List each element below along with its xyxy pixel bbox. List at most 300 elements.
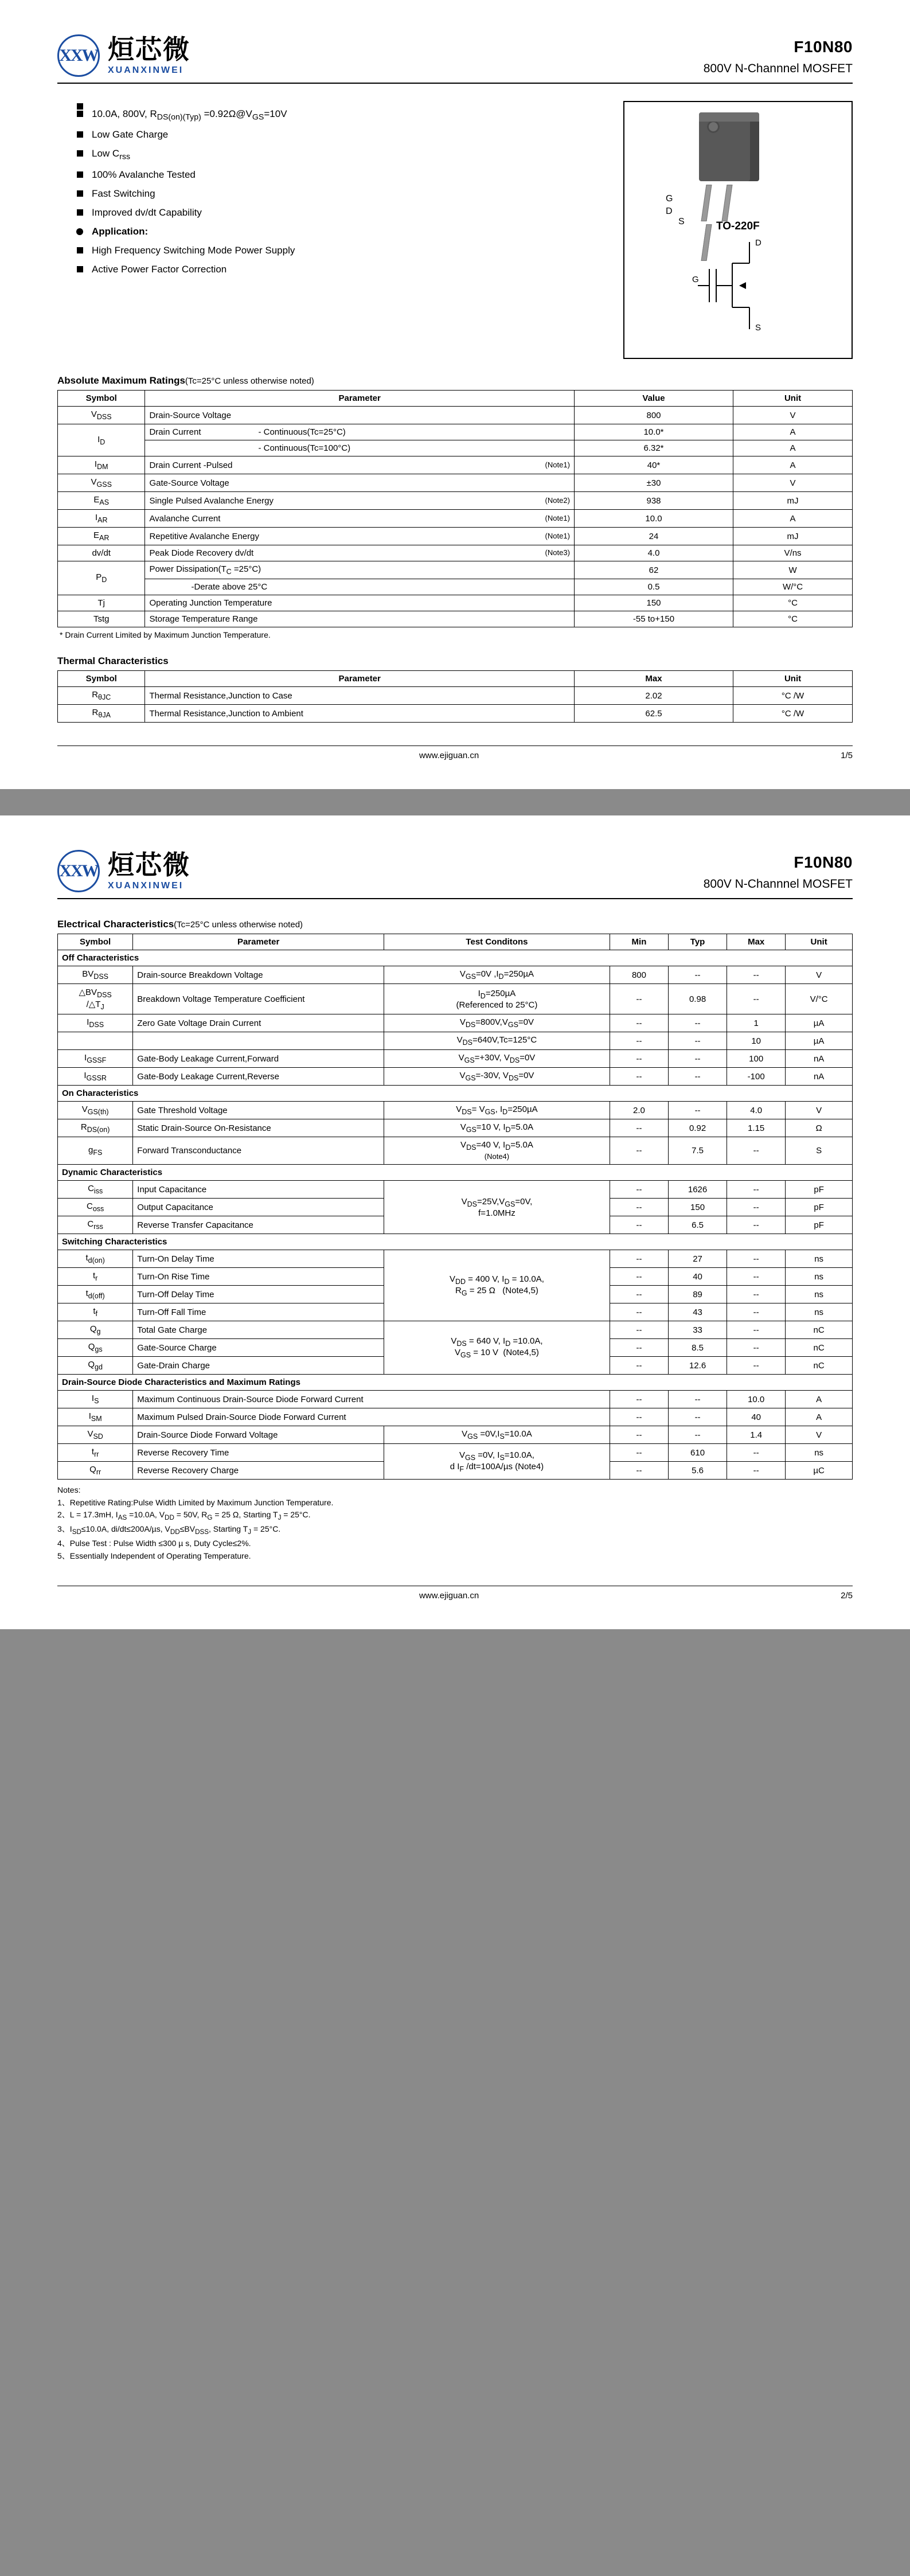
cell-unit: mJ: [733, 528, 853, 545]
group-header-row: [58, 950, 853, 966]
cell-test-condition: $V_{GS} =0V,I_S=10.0A$: [384, 1426, 610, 1444]
page-header: [57, 34, 853, 77]
table-row: [58, 1321, 853, 1339]
cell-max: --: [727, 1268, 786, 1286]
package-diagram: [623, 101, 853, 359]
cell-parameter: Gate Threshold Voltage: [133, 1102, 384, 1119]
column-header: Parameter: [133, 934, 384, 950]
cell-min: --: [610, 1068, 668, 1086]
cell-typ: 150: [669, 1199, 727, 1216]
cell-min: --: [610, 1408, 668, 1426]
cell-symbol: $I_{DSS}$: [58, 1014, 133, 1032]
cell-unit: µA: [786, 1014, 853, 1032]
footer-url: www.ejiguan.cn: [419, 751, 479, 760]
cell-parameter: Gate-Body Leakage Current,Forward: [133, 1050, 384, 1068]
page-header-2: [57, 850, 853, 892]
group-header-row: [58, 1086, 853, 1102]
cell-max: 4.0: [727, 1102, 786, 1119]
bullet-icon: [77, 150, 83, 157]
table-row: [58, 1391, 853, 1408]
bullet-icon: [77, 247, 83, 253]
cell-max: --: [727, 1137, 786, 1165]
cell-unit: A: [733, 440, 853, 456]
table-row: [58, 528, 853, 545]
cell-test-condition: $V_{GS}=-30V$, $V_{DS}=0V$: [384, 1068, 610, 1086]
logo-english-name: XUANXINWEI: [108, 881, 184, 891]
table-row: [58, 1408, 853, 1426]
logo-chinese-name: 烜芯微: [108, 34, 190, 65]
cell-max: --: [727, 1444, 786, 1462]
table-row: [58, 1050, 853, 1068]
table-row: [58, 1119, 853, 1137]
cell-parameter: Gate-Source Charge: [133, 1339, 384, 1357]
cell-parameter: - Continuous(Tc=100°C): [145, 440, 574, 456]
column-header: Parameter: [145, 671, 574, 687]
cell-typ: 12.6: [669, 1357, 727, 1375]
table-row: [58, 440, 853, 456]
feature-item: [77, 169, 623, 181]
cell-unit: A: [733, 456, 853, 474]
logo-mark-text: XXW: [59, 46, 98, 65]
group-header-row: [58, 1234, 853, 1250]
cell-unit: S: [786, 1137, 853, 1165]
cell-symbol: $P_D$: [58, 561, 145, 595]
cell-symbol: $E_{AR}$: [58, 528, 145, 545]
electrical-title: [57, 919, 853, 930]
cell-unit: V/ns: [733, 545, 853, 561]
abs-max-table: [57, 390, 853, 627]
cell-unit: nC: [786, 1357, 853, 1375]
cell-parameter: Reverse Recovery Time: [133, 1444, 384, 1462]
cell-value: 40*: [574, 456, 733, 474]
cell-unit: µA: [786, 1032, 853, 1050]
table-row: [58, 1444, 853, 1462]
electrical-title-note: (Tc=25°C unless otherwise noted): [174, 920, 303, 930]
notes-title: Notes:: [57, 1485, 81, 1494]
column-header: Unit: [733, 391, 853, 407]
cell-value: 150: [574, 595, 733, 611]
cell-max: --: [727, 1339, 786, 1357]
cell-unit: W: [733, 561, 853, 579]
table-header-row: [58, 671, 853, 687]
cell-parameter: [133, 1032, 384, 1050]
cell-typ: 27: [669, 1250, 727, 1268]
cell-unit: V: [733, 407, 853, 424]
cell-typ: 33: [669, 1321, 727, 1339]
cell-typ: 6.5: [669, 1216, 727, 1234]
svg-text:D: D: [755, 238, 761, 248]
cell-unit: nA: [786, 1050, 853, 1068]
cell-test-condition: $I_D=250\mu A$ (Referenced to 25°C): [384, 984, 610, 1014]
svg-text:S: S: [755, 323, 761, 333]
cell-value: 4.0: [574, 545, 733, 561]
cell-min: --: [610, 1137, 668, 1165]
cell-min: --: [610, 1119, 668, 1137]
cell-symbol: $R_{\theta JC}$: [58, 687, 145, 705]
cell-min: --: [610, 1181, 668, 1199]
electrical-title-text: Electrical Characteristics: [57, 919, 174, 930]
cell-max: --: [727, 1303, 786, 1321]
group-header-row: [58, 1375, 853, 1391]
cell-parameter: Peak Diode Recovery dv/dt (Note3): [145, 545, 574, 561]
column-header: Max: [574, 671, 733, 687]
group-title: Switching Characteristics: [58, 1234, 853, 1250]
cell-test-condition: $V_{GS}=+30V$, $V_{DS}=0V$: [384, 1050, 610, 1068]
cell-max: 40: [727, 1408, 786, 1426]
note-item: 2、L = 17.3mH, $I_{AS} =10.0A$, $V_{DD} = 50V$, $R_G = 25$ Ω, Starting $T_J = 25^\circ C$.: [57, 1510, 311, 1522]
cell-parameter: Repetitive Avalanche Energy (Note1): [145, 528, 574, 545]
column-header: Min: [610, 934, 668, 950]
cell-symbol: Tj: [58, 595, 145, 611]
cell-parameter: Drain-Source Diode Forward Voltage: [133, 1426, 384, 1444]
cell-unit: A: [733, 424, 853, 440]
cell-parameter: Operating Junction Temperature: [145, 595, 574, 611]
cell-symbol: $C_{oss}$: [58, 1199, 133, 1216]
column-header: Symbol: [58, 391, 145, 407]
cell-symbol: $V_{DSS}$: [58, 407, 145, 424]
cell-parameter: Reverse Transfer Capacitance: [133, 1216, 384, 1234]
cell-test-condition: $V_{DS}=640V,Tc=125^\circ C$: [384, 1032, 610, 1050]
cell-max: --: [727, 966, 786, 984]
table-row: [58, 474, 853, 492]
cell-parameter: Static Drain-Source On-Resistance: [133, 1119, 384, 1137]
feature-item: [77, 148, 623, 161]
cell-min: --: [610, 1014, 668, 1032]
cell-typ: --: [669, 1391, 727, 1408]
note-item: 1、Repetitive Rating:Pulse Width Limited by Maximum Junction Temperature.: [57, 1497, 334, 1507]
cell-unit: nC: [786, 1339, 853, 1357]
cell-parameter: Zero Gate Voltage Drain Current: [133, 1014, 384, 1032]
pin-label-s: S: [678, 217, 685, 227]
cell-unit: nA: [786, 1068, 853, 1086]
feature-text: 100% Avalanche Tested: [92, 169, 196, 180]
bullet-icon: [77, 131, 83, 138]
logo-chinese-name: 烜芯微: [108, 849, 190, 880]
cell-parameter: Output Capacitance: [133, 1199, 384, 1216]
note-item: 4、Pulse Test : Pulse Width ≤300 µ s, Duty Cycle≤2%.: [57, 1539, 251, 1548]
cell-max: --: [727, 1216, 786, 1234]
cell-unit: W/°C: [733, 579, 853, 595]
footer-page-number: 1/5: [841, 751, 853, 760]
cell-symbol: $\triangle BV_{DSS}$ $/\triangle T_J$: [58, 984, 133, 1014]
cell-parameter: Forward Transconductance: [133, 1137, 384, 1165]
column-header: Value: [574, 391, 733, 407]
group-title: On Characteristics: [58, 1086, 853, 1102]
cell-symbol: $V_{SD}$: [58, 1426, 133, 1444]
cell-symbol: $V_{GS(th)}$: [58, 1102, 133, 1119]
note-item: 5、Essentially Independent of Operating Temperature.: [57, 1551, 251, 1560]
cell-unit: ns: [786, 1250, 853, 1268]
table-row: [58, 561, 853, 579]
cell-min: 2.0: [610, 1102, 668, 1119]
cell-value: 10.0*: [574, 424, 733, 440]
cell-min: --: [610, 1444, 668, 1462]
cell-parameter: Reverse Recovery Charge: [133, 1462, 384, 1480]
feature-item: [77, 264, 623, 275]
cell-min: --: [610, 1357, 668, 1375]
cell-unit: V: [786, 1426, 853, 1444]
page-footer: [57, 746, 853, 760]
cell-symbol: $I_{GSSR}$: [58, 1068, 133, 1086]
cell-value: 938: [574, 492, 733, 510]
bullet-icon: [77, 209, 83, 216]
column-header: Unit: [733, 671, 853, 687]
cell-max: --: [727, 1357, 786, 1375]
cell-unit: mJ: [733, 492, 853, 510]
cell-parameter: Thermal Resistance,Junction to Ambient: [145, 705, 574, 723]
table-row: [58, 611, 853, 627]
thermal-title: Thermal Characteristics: [57, 655, 169, 666]
cell-min: 800: [610, 966, 668, 984]
cell-max: --: [727, 1286, 786, 1303]
page-1: [0, 0, 910, 789]
cell-typ: 43: [669, 1303, 727, 1321]
cell-min: --: [610, 1216, 668, 1234]
table-row: [58, 1181, 853, 1199]
cell-min: --: [610, 1426, 668, 1444]
abs-max-footnote: * Drain Current Limited by Maximum Junction Temperature.: [60, 630, 271, 639]
feature-text: 10.0A, 800V, $R_{DS(on)(Typ)}$ $=0.92\Omega@V_{GS}=10V$: [92, 108, 287, 122]
cell-unit: A: [786, 1391, 853, 1408]
cell-parameter: -Derate above 25°C: [145, 579, 574, 595]
column-header: Symbol: [58, 934, 133, 950]
cell-test-condition: $V_{DS}= V_{GS}$, $I_D=250\mu A$: [384, 1102, 610, 1119]
cell-max: --: [727, 1250, 786, 1268]
cell-parameter: Power $Dissipation(T_C =25^\circ C)$: [145, 561, 574, 579]
cell-min: --: [610, 1050, 668, 1068]
table-row: [58, 1250, 853, 1268]
table-row: [58, 1068, 853, 1086]
cell-typ: 610: [669, 1444, 727, 1462]
company-logo: [57, 34, 190, 77]
cell-typ: --: [669, 1050, 727, 1068]
column-header: Typ: [669, 934, 727, 950]
cell-typ: --: [669, 1426, 727, 1444]
cell-parameter: Turn-Off Delay Time: [133, 1286, 384, 1303]
cell-symbol: $I_{SM}$: [58, 1408, 133, 1426]
cell-unit: ns: [786, 1303, 853, 1321]
cell-symbol: $I_D$: [58, 424, 145, 456]
column-header: Max: [727, 934, 786, 950]
cell-typ: --: [669, 1014, 727, 1032]
cell-parameter: Drain-source Breakdown Voltage: [133, 966, 384, 984]
cell-max: 10.0: [727, 1391, 786, 1408]
cell-symbol: $E_{AS}$: [58, 492, 145, 510]
cell-min: --: [610, 1462, 668, 1480]
table-row: [58, 545, 853, 561]
cell-min: --: [610, 1199, 668, 1216]
group-header-row: [58, 1165, 853, 1181]
logo-mark-icon: [57, 34, 100, 77]
table-row: [58, 705, 853, 723]
cell-unit: ns: [786, 1444, 853, 1462]
cell-test-condition: $V_{DS}=25V,V_{GS}=0V$, f=1.0MHz: [384, 1181, 610, 1234]
table-row: [58, 424, 853, 440]
cell-parameter: Avalanche Current (Note1): [145, 510, 574, 528]
cell-symbol: $I_S$: [58, 1391, 133, 1408]
cell-parameter: Drain Current -Pulsed (Note1): [145, 456, 574, 474]
abs-max-title-text: Absolute Maximum Ratings: [57, 375, 185, 386]
bullet-icon: [77, 266, 83, 272]
notes-block: [57, 1484, 853, 1563]
page-2: [0, 815, 910, 1629]
header-divider: [57, 83, 853, 84]
feature-item: [77, 108, 623, 122]
feature-item: [77, 207, 623, 218]
feature-item: [77, 188, 623, 200]
cell-value: ±30: [574, 474, 733, 492]
cell-unit: pF: [786, 1216, 853, 1234]
cell-max: --: [727, 984, 786, 1014]
cell-symbol: [58, 1032, 133, 1050]
feature-text: Active Power Factor Correction: [92, 263, 227, 275]
cell-typ: 0.92: [669, 1119, 727, 1137]
cell-test-condition: $V_{DS}=40$ V, $I_D=5.0A$ (Note4): [384, 1137, 610, 1165]
cell-parameter: Total Gate Charge: [133, 1321, 384, 1339]
cell-max: --: [727, 1181, 786, 1199]
cell-unit: nC: [786, 1321, 853, 1339]
cell-unit: °C /W: [733, 687, 853, 705]
table-row: [58, 510, 853, 528]
cell-symbol: $t_{d(off)}$: [58, 1286, 133, 1303]
group-title: Off Characteristics: [58, 950, 853, 966]
cell-symbol: $g_{FS}$: [58, 1137, 133, 1165]
cell-parameter: Turn-On Delay Time: [133, 1250, 384, 1268]
logo-english-name: XUANXINWEI: [108, 65, 184, 75]
cell-unit: °C: [733, 611, 853, 627]
cell-symbol: $Q_g$: [58, 1321, 133, 1339]
cell-min: --: [610, 984, 668, 1014]
cell-min: --: [610, 1268, 668, 1286]
cell-max: 2.02: [574, 687, 733, 705]
column-header: Unit: [786, 934, 853, 950]
cell-test-condition: $V_{GS}=0V$ $,I_D=250\mu A$: [384, 966, 610, 984]
cell-parameter: Single Pulsed Avalanche Energy (Note2): [145, 492, 574, 510]
svg-text:G: G: [692, 275, 699, 284]
cell-typ: 40: [669, 1268, 727, 1286]
table-row: [58, 1137, 853, 1165]
cell-unit: V: [786, 966, 853, 984]
cell-value: 6.32*: [574, 440, 733, 456]
cell-min: --: [610, 1286, 668, 1303]
cell-max: 1: [727, 1014, 786, 1032]
footer-url: www.ejiguan.cn: [419, 1590, 479, 1601]
cell-symbol: $t_f$: [58, 1303, 133, 1321]
cell-value: 24: [574, 528, 733, 545]
cell-typ: 5.6: [669, 1462, 727, 1480]
cell-unit: V/°C: [786, 984, 853, 1014]
cell-symbol: $Q_{rr}$: [58, 1462, 133, 1480]
cell-max: --: [727, 1199, 786, 1216]
logo-mark-text: XXW: [59, 861, 98, 880]
cell-symbol: $R_{DS(on)}$: [58, 1119, 133, 1137]
table-row: [58, 984, 853, 1014]
cell-symbol: $Q_{gd}$: [58, 1357, 133, 1375]
cell-symbol: $BV_{DSS}$: [58, 966, 133, 984]
cell-typ: --: [669, 1408, 727, 1426]
cell-unit: A: [786, 1408, 853, 1426]
feature-item: [77, 129, 623, 140]
cell-symbol: $t_{d(on)}$: [58, 1250, 133, 1268]
table-row: [58, 687, 853, 705]
cell-parameter: Breakdown Voltage Temperature Coefficient: [133, 984, 384, 1014]
logo-mark-icon: [57, 850, 100, 892]
column-header: Parameter: [145, 391, 574, 407]
part-number: F10N80: [794, 853, 853, 871]
cell-test-condition: $V_{GS}=10$ V, $I_D=5.0A$: [384, 1119, 610, 1137]
table-row: [58, 407, 853, 424]
cell-unit: V: [786, 1102, 853, 1119]
cell-symbol: $I_{AR}$: [58, 510, 145, 528]
cell-min: --: [610, 1250, 668, 1268]
table-row: [58, 579, 853, 595]
cell-parameter: Input Capacitance: [133, 1181, 384, 1199]
cell-parameter: Storage Temperature Range: [145, 611, 574, 627]
cell-test-condition: $V_{GS} =0V$, $I_S=10.0A$, d $I_F$ /dt=100A/µs (Note4): [384, 1444, 610, 1480]
electrical-table: [57, 934, 853, 1480]
cell-symbol: $Q_{gs}$: [58, 1339, 133, 1357]
cell-value: 800: [574, 407, 733, 424]
column-header: Test Conditons: [384, 934, 610, 950]
cell-unit: °C /W: [733, 705, 853, 723]
feature-text: Low Gate Charge: [92, 129, 169, 140]
cell-parameter: Gate-Source Voltage: [145, 474, 574, 492]
cell-unit: A: [733, 510, 853, 528]
cell-unit: ns: [786, 1268, 853, 1286]
cell-typ: 7.5: [669, 1137, 727, 1165]
header-divider: [57, 898, 853, 899]
cell-typ: --: [669, 966, 727, 984]
cell-symbol: $V_{GSS}$: [58, 474, 145, 492]
cell-typ: 8.5: [669, 1339, 727, 1357]
cell-parameter: Turn-On Rise Time: [133, 1268, 384, 1286]
table-row: [58, 1032, 853, 1050]
company-logo: [57, 850, 190, 892]
feature-item: [77, 226, 623, 237]
page-footer-2: [57, 1586, 853, 1601]
cell-min: --: [610, 1391, 668, 1408]
product-subtitle: 800V N-Channnel MOSFET: [703, 877, 853, 891]
cell-min: --: [610, 1032, 668, 1050]
cell-parameter: Drain Current - Continuous(Tc=25°C): [145, 424, 574, 440]
cell-symbol: $R_{\theta JA}$: [58, 705, 145, 723]
column-header: Symbol: [58, 671, 145, 687]
cell-typ: 1626: [669, 1181, 727, 1199]
abs-max-title-note: (Tc=25°C unless otherwise noted): [185, 376, 314, 386]
cell-parameter: Thermal Resistance,Junction to Case: [145, 687, 574, 705]
cell-symbol: $C_{iss}$: [58, 1181, 133, 1199]
product-subtitle: 800V N-Channnel MOSFET: [703, 62, 853, 75]
cell-max: 1.15: [727, 1119, 786, 1137]
cell-parameter: Maximum Pulsed Drain-Source Diode Forward Current: [133, 1408, 610, 1426]
table-row: [58, 966, 853, 984]
mosfet-schematic-icon: [692, 237, 795, 335]
cell-typ: 89: [669, 1286, 727, 1303]
cell-unit: µC: [786, 1462, 853, 1480]
cell-parameter: Gate-Body Leakage Current,Reverse: [133, 1068, 384, 1086]
cell-symbol: $I_{DM}$: [58, 456, 145, 474]
cell-symbol: $C_{rss}$: [58, 1216, 133, 1234]
cell-symbol: Tstg: [58, 611, 145, 627]
abs-max-title: [57, 375, 853, 387]
package-name: TO-220F: [716, 220, 760, 232]
feature-text: High Frequency Switching Mode Power Supply: [92, 244, 295, 256]
cell-unit: ns: [786, 1286, 853, 1303]
bullet-icon: [77, 190, 83, 197]
cell-symbol: dv/dt: [58, 545, 145, 561]
cell-min: --: [610, 1339, 668, 1357]
cell-unit: pF: [786, 1199, 853, 1216]
